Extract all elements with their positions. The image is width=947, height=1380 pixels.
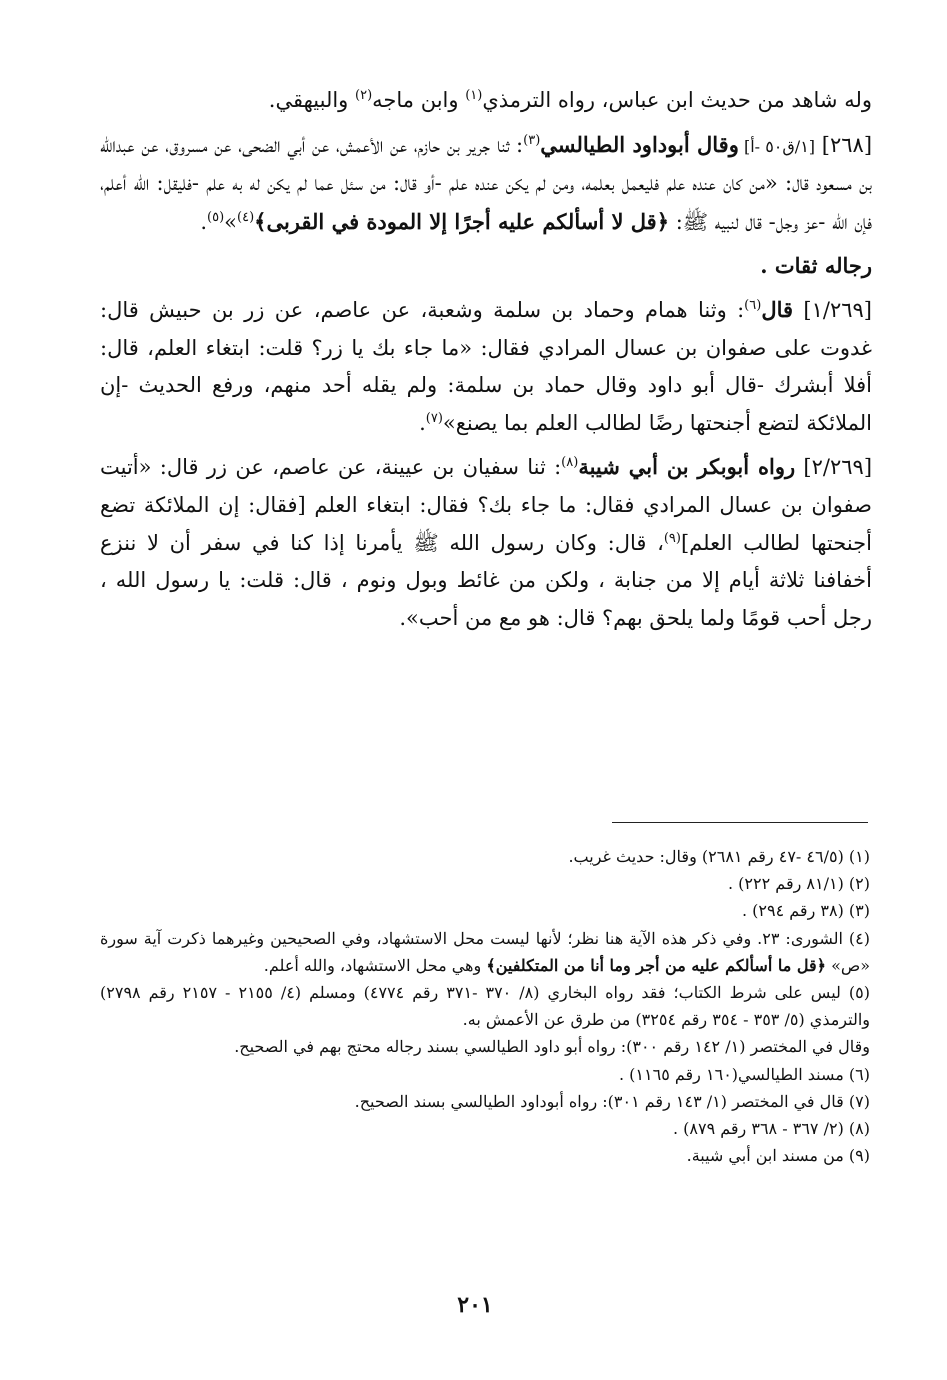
hadith-text: : ثنا سفيان بن عيينة، عن عاصم، عن زر قال: «أتيت صفوان بن عسال المرادي فقال: ما جاء بك؟ فقال: ابتغاء العلم [فقال: إن الملائكة تضع أجنحتها لطالب العلم] [100, 455, 872, 555]
manuscript-ref: [١/ق٥٠ -أ] [738, 136, 816, 156]
footnote-ref: (٣) [523, 132, 541, 148]
hadith-number: [٢٦٨] [815, 132, 873, 157]
footnote-ref: (٥) [207, 209, 225, 225]
hadith-number: [١/٢٦٩] [793, 297, 872, 322]
footnote-1 [100, 843, 870, 870]
narrator-heading: قال [761, 296, 794, 322]
footnote-8 [100, 1115, 870, 1142]
main-text [100, 82, 872, 637]
footnote-number: (٧) [848, 1091, 870, 1111]
period: . [419, 410, 426, 435]
footnote-6 [100, 1061, 870, 1088]
footnote-text: (٣٨ رقم ٢٩٤) . [741, 901, 849, 921]
footnote-text: ليس على شرط الكتاب؛ فقد رواه البخاري (٨/ ٣٧٠ -٣٧١ رقم ٤٧٧٤) ومسلم (٤/ ٢١٥٥ - ٢١٥٧ رقم ٢٧٩٨) والترمذي (٥/ ٣٥٣ - ٣٥٤ رقم ٣٢٥٤) من طرق عن الأعمش به. [100, 983, 870, 1030]
footnote-ref: (٩) [663, 530, 681, 546]
footnote-number: (٥) [848, 983, 871, 1003]
footnote-3 [100, 897, 870, 924]
page-number: ٢٠١ [457, 1292, 493, 1318]
footnote-text: من مسند ابن أبي شيبة. [686, 1146, 849, 1166]
footnote-ref: (٨) [561, 455, 579, 471]
footnote-number: (١) [848, 847, 870, 866]
hadith-268 [100, 126, 872, 242]
footnote-5-continuation: وقال في المختصر (١/ ١٤٢ رقم ٣٠٠): رواه أبو داود الطيالسي بسند رجاله محتج بهم في الصحيح. [234, 1037, 870, 1057]
footnote-text: الشورى: ٢٣. وفي ذكر هذه الآية هنا نظر؛ لأنها ليست محل الاستشهاد، وفي الصحيحين وغيرهما ذكرت آية سورة «ص» [100, 928, 870, 975]
text: وابن ماجه [372, 88, 466, 112]
text: وله شاهد من حديث ابن عباس، رواه الترمذي [482, 88, 872, 112]
footnote-4 [100, 925, 870, 979]
quran-verse: ﴿قل لا أسألكم عليه أجرًا إلا المودة في القربى﴾ [254, 208, 670, 234]
footnotes [100, 843, 870, 1169]
hadith-number: [٢/٢٦٩] [795, 455, 873, 480]
grading-note: رجاله ثقات . [760, 253, 872, 279]
footnote-5 [100, 979, 870, 1033]
footnote-ref: (١) [465, 88, 483, 103]
hadith-text: ، قال: وكان رسول الله ﷺ يأمرنا إذا كنا في سفر أن لا ننزع أخفافنا ثلاثة أيام إلا من جنابة ، ولكن من غائط وبول ونوم ، قال: قلت: يا رسول الله ، رجل أحب قومًا ولما يلحق بهم؟ قال: هو مع من أحب». [100, 530, 872, 630]
narrator-heading: رواه أبوبكر بن أبي شيبة [578, 454, 796, 480]
footnote-text: (٤٦/٥ -٤٧ رقم ٢٦٨١) وقال: حديث غريب. [568, 847, 849, 866]
footnote-9 [100, 1142, 870, 1169]
footnote-number: (٤) [848, 928, 871, 948]
quran-verse: ﴿قل ما أسألكم عليه من أجر وما أنا من المتكلفين﴾ [486, 955, 826, 975]
hadith-text: : ثنا جرير بن حازم، عن الأعمش، عن أبي الضحى، عن مسروق، عن عبدالله بن مسعود قال: «من كان عنده علم فليعمل بعلمه، ومن لم يكن عنده علم -أو قال: من سئل عما لم يكن له به علم -فليقل: الله أعلم، فإن الله -عز وجل- قال لنبيه ﷺ: [100, 132, 872, 234]
footnote-divider [612, 822, 868, 823]
footnote-number: (٩) [848, 1146, 870, 1166]
narrator-heading: وقال أبوداود الطيالسي [540, 131, 739, 157]
footnote-ref: (٢) [355, 88, 373, 103]
text: والبيهقي. [268, 88, 356, 112]
footnote-number: (٦) [848, 1064, 870, 1084]
footnote-ref: (٦) [744, 297, 762, 313]
period: . [200, 209, 208, 234]
footnote-text: (٢/ ٣٦٧ - ٣٦٨ رقم ٨٧٩) . [672, 1119, 849, 1139]
hadith-269-2 [100, 448, 872, 637]
footnote-number: (٨) [848, 1119, 870, 1139]
paragraph-shahid [100, 82, 872, 120]
footnote-ref: (٧) [425, 410, 443, 426]
footnote-text: مسند الطيالسي(١٦٠ رقم ١١٦٥) . [619, 1064, 849, 1084]
footnote-text: وهي محل الاستشهاد، والله أعلم. [263, 955, 487, 975]
footnote-number: (٣) [848, 901, 870, 921]
quote-end: » [224, 209, 238, 234]
footnote-2 [100, 870, 870, 897]
hadith-269-1 [100, 291, 872, 442]
footnote-text: قال في المختصر (١/ ١٤٣ رقم ٣٠١): رواه أبوداود الطيالسي بسند الصحيح. [354, 1091, 849, 1111]
footnote-ref: (٤) [237, 209, 255, 225]
footnote-number: (٢) [848, 874, 870, 894]
footnote-text: (٨١/١ رقم ٢٢٢) . [728, 874, 849, 894]
footnote-7 [100, 1088, 870, 1115]
hadith-text: : وثنا همام وحماد بن سلمة وشعبة، عن عاصم، عن زر بن حبيش قال: غدوت على صفوان بن عسال المرادي فقال: «ما جاء بك يا زر؟ قلت: ابتغاء العلم، قال: أفلا أبشرك -قال أبو داود وقال حماد بن سلمة: ولم يقله أحد منهم، ورفع الحديث -إن الملائكة لتضع أجنحتها رضًا لطالب العلم بما يصنع» [100, 297, 872, 435]
